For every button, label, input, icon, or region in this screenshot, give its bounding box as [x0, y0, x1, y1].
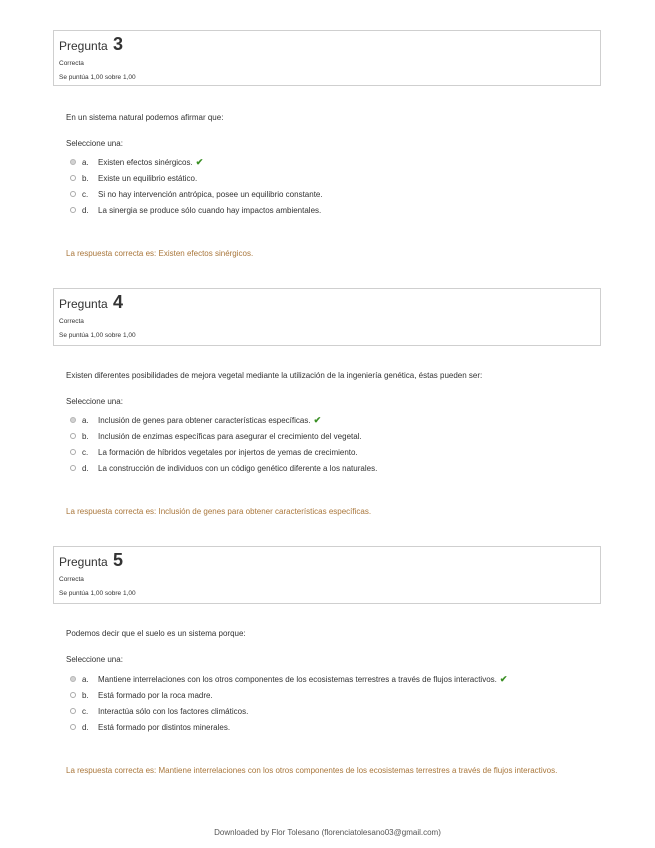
radio-button[interactable] — [70, 708, 76, 714]
select-prompt: Seleccione una: — [66, 655, 123, 664]
correct-answer-feedback: La respuesta correcta es: Inclusión de genes para obtener características específicas. — [66, 507, 372, 516]
answer-options — [70, 671, 590, 735]
radio-button[interactable] — [70, 692, 76, 698]
question-state: Correcta — [59, 318, 84, 325]
question-state: Correcta — [59, 60, 84, 67]
answer-option[interactable]: b. Existe un equilibrio estático. — [70, 170, 590, 186]
radio-button[interactable] — [70, 449, 76, 455]
answer-options — [70, 412, 590, 476]
question-grade: Se puntúa 1,00 sobre 1,00 — [59, 332, 136, 339]
answer-option[interactable]: c. La formación de híbridos vegetales por injertos de yemas de crecimiento. — [70, 444, 590, 460]
answer-option[interactable]: a. Inclusión de genes para obtener características específicas. ✔ — [70, 412, 590, 428]
answer-option[interactable]: d. La sinergia se produce sólo cuando hay impactos ambientales. — [70, 202, 590, 218]
radio-button[interactable] — [70, 433, 76, 439]
radio-button[interactable] — [70, 465, 76, 471]
radio-button[interactable] — [70, 207, 76, 213]
check-icon: ✔ — [313, 414, 322, 425]
answer-options — [70, 154, 590, 218]
answer-option[interactable]: c. Interactúa sólo con los factores climáticos. — [70, 703, 590, 719]
question-info-box — [53, 546, 601, 604]
question-grade: Se puntúa 1,00 sobre 1,00 — [59, 590, 136, 597]
correct-answer-feedback: La respuesta correcta es: Existen efectos sinérgicos. — [66, 249, 254, 258]
answer-option[interactable]: d. Está formado por distintos minerales. — [70, 719, 590, 735]
check-icon: ✔ — [195, 156, 204, 167]
select-prompt: Seleccione una: — [66, 139, 123, 148]
question-number: Pregunta 3 — [59, 34, 124, 54]
question-text: Podemos decir que el suelo es un sistema porque: — [66, 629, 246, 638]
answer-option[interactable]: d. La construcción de individuos con un código genético diferente a los naturales. — [70, 460, 590, 476]
question-number: Pregunta 4 — [59, 292, 124, 312]
question-text: En un sistema natural podemos afirmar que: — [66, 113, 224, 122]
check-icon: ✔ — [499, 673, 508, 684]
answer-option[interactable]: b. Está formado por la roca madre. — [70, 687, 590, 703]
answer-option[interactable]: b. Inclusión de enzimas específicas para asegurar el crecimiento del vegetal. — [70, 428, 590, 444]
question-text: Existen diferentes posibilidades de mejora vegetal mediante la utilización de la ingeniería genética, éstas pueden ser: — [66, 371, 483, 380]
answer-option[interactable]: c. Si no hay intervención antrópica, posee un equilibrio constante. — [70, 186, 590, 202]
download-footer: Downloaded by Flor Tolesano (florenciatolesano03@gmail.com) — [214, 828, 441, 837]
question-info-box — [53, 288, 601, 346]
answer-option[interactable]: a. Existen efectos sinérgicos. ✔ — [70, 154, 590, 170]
radio-button[interactable] — [70, 724, 76, 730]
radio-selected[interactable] — [70, 676, 76, 682]
question-info-box — [53, 30, 601, 86]
question-grade: Se puntúa 1,00 sobre 1,00 — [59, 74, 136, 81]
radio-button[interactable] — [70, 191, 76, 197]
question-number: Pregunta 5 — [59, 550, 124, 570]
select-prompt: Seleccione una: — [66, 397, 123, 406]
radio-button[interactable] — [70, 175, 76, 181]
answer-option[interactable]: a. Mantiene interrelaciones con los otros componentes de los ecosistemas terrestres a través de flujos interactivos. ✔ — [70, 671, 590, 687]
radio-selected[interactable] — [70, 417, 76, 423]
radio-selected[interactable] — [70, 159, 76, 165]
question-state: Correcta — [59, 576, 84, 583]
correct-answer-feedback: La respuesta correcta es: Mantiene interrelaciones con los otros componentes de los ecosistemas terrestres a través de flujos interactivos. — [66, 766, 558, 775]
